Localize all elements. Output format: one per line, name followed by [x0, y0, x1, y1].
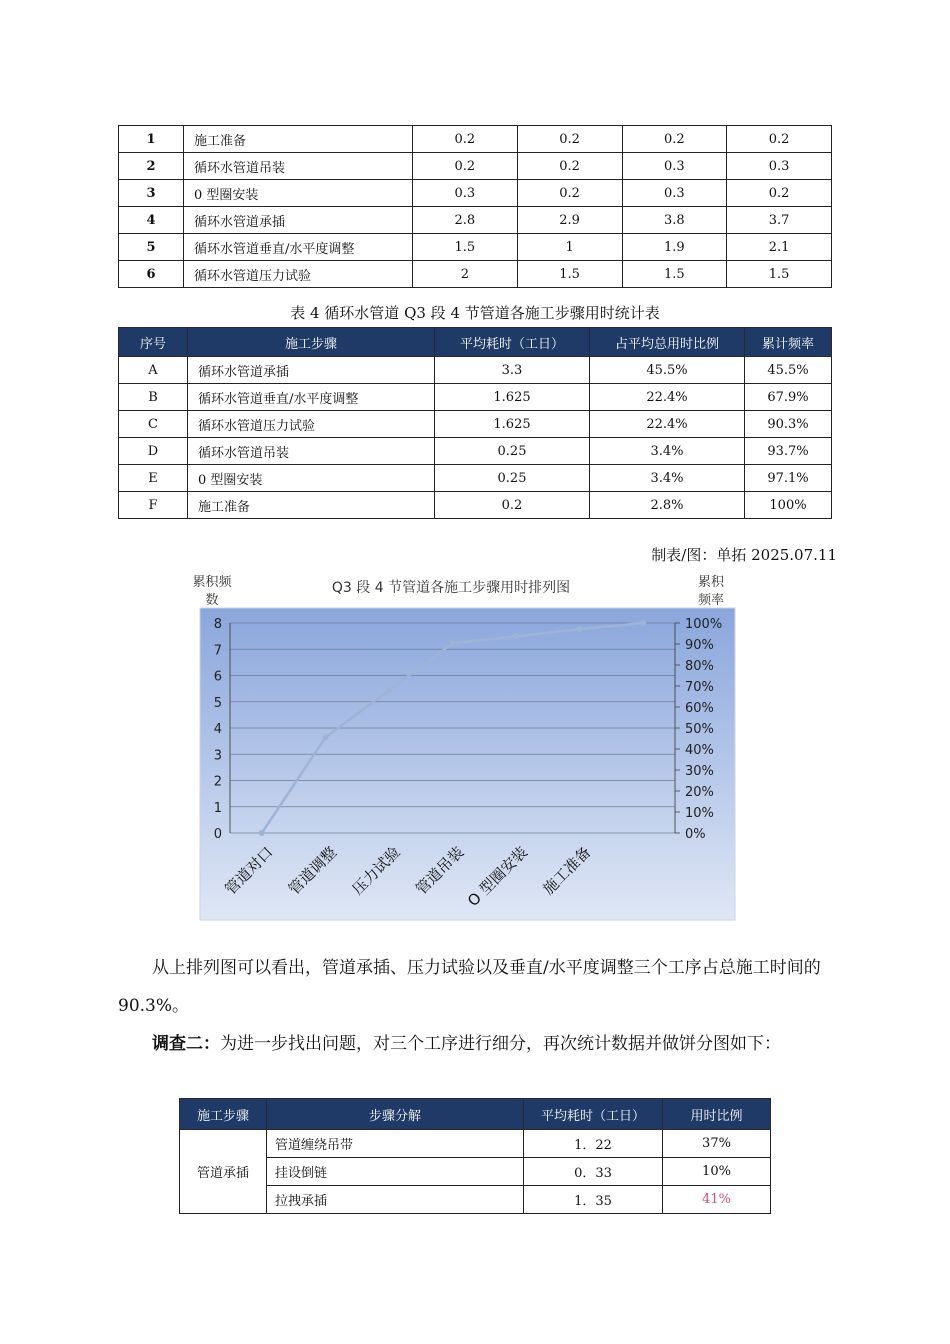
time-value: 0.2 [413, 153, 518, 180]
avg-time: 0.25 [435, 465, 590, 492]
time-value: 0.2 [517, 180, 622, 207]
left-tick-label: 4 [213, 722, 222, 737]
left-axis-label-line1: 累积频 [192, 575, 232, 590]
row-number: 6 [119, 261, 184, 288]
category-label: 管道吊装 [412, 843, 468, 899]
time-value: 2.1 [727, 234, 832, 261]
left-tick-label: 7 [213, 643, 222, 659]
table-row [119, 126, 832, 153]
right-axis-label-line2: 频率 [697, 593, 725, 608]
time-value: 2 [413, 261, 518, 288]
right-tick-label: 100% [685, 617, 723, 632]
left-tick-label: 8 [213, 617, 222, 632]
step-name: 循环水管道压力试验 [188, 411, 435, 438]
avg-time: 1．35 [524, 1186, 663, 1214]
ratio: 37% [663, 1130, 771, 1158]
avg-time: 0．33 [524, 1158, 663, 1186]
step-name: 0 型圈安装 [184, 180, 413, 207]
table-row [119, 357, 832, 384]
data-point [577, 626, 583, 632]
data-point [322, 734, 328, 740]
step-time-table [118, 125, 832, 288]
left-tick-label: 6 [213, 669, 222, 685]
right-tick-label: 90% [685, 638, 714, 653]
header-cell: 施工步骤 [180, 1099, 267, 1130]
time-value: 0.2 [517, 153, 622, 180]
time-value: 1.5 [622, 261, 727, 288]
table-caption: 表 4 循环水管道 Q3 段 4 节管道各施工步骤用时统计表 [290, 304, 660, 322]
row-id: C [119, 411, 188, 438]
time-value: 1.5 [517, 261, 622, 288]
percent: 2.8% [590, 492, 745, 519]
data-point [259, 830, 265, 836]
time-value: 1.5 [727, 261, 832, 288]
left-tick-label: 0 [213, 827, 222, 842]
paragraph-analysis: 从上排列图可以看出，管道承插、压力试验以及垂直/水平度调整三个工序占总施工时间的 90.3%。 [118, 958, 821, 1016]
row-id: F [119, 492, 188, 519]
avg-time: 1.625 [435, 411, 590, 438]
step-statistics-table [118, 327, 832, 519]
avg-time: 3.3 [435, 357, 590, 384]
right-tick-label: 70% [685, 680, 714, 695]
chart-title: Q3 段 4 节管道各施工步骤用时排列图 [331, 580, 571, 596]
substep-name: 挂设倒链 [267, 1158, 524, 1186]
group-name: 管道承插 [180, 1130, 267, 1214]
time-value: 0.3 [622, 153, 727, 180]
step-name: 循环水管道垂直/水平度调整 [184, 234, 413, 261]
table-row [119, 153, 832, 180]
step-name: 循环水管道承插 [184, 207, 413, 234]
right-tick-label: 80% [685, 659, 714, 674]
time-value: 1.5 [413, 234, 518, 261]
left-tick-label: 5 [213, 695, 222, 711]
step-name: 施工准备 [184, 126, 413, 153]
header-cell: 用时比例 [663, 1099, 771, 1130]
avg-time: 1．22 [524, 1130, 663, 1158]
percent: 3.4% [590, 465, 745, 492]
table-row [119, 492, 832, 519]
percent: 22.4% [590, 411, 745, 438]
step-name: 循环水管道垂直/水平度调整 [188, 384, 435, 411]
time-value: 0.2 [727, 126, 832, 153]
time-value: 0.2 [622, 126, 727, 153]
time-value: 0.2 [413, 126, 518, 153]
right-tick-label: 0% [685, 827, 706, 842]
survey2-text: 为进一步找出问题，对三个工序进行细分，再次统计数据并做饼分图如下： [220, 1034, 781, 1054]
category-label: 施工准备 [539, 843, 595, 899]
left-tick-label: 1 [213, 800, 222, 816]
category-label: 管道调整 [285, 843, 341, 899]
step-name: 循环水管道承插 [188, 357, 435, 384]
data-point [386, 687, 392, 693]
right-tick-label: 50% [685, 722, 714, 737]
avg-time: 0.2 [435, 492, 590, 519]
time-value: 0.2 [727, 180, 832, 207]
substep-name: 管道缠绕吊带 [267, 1130, 524, 1158]
percent: 45.5% [590, 357, 745, 384]
data-point [513, 633, 519, 639]
right-tick-label: 40% [685, 743, 714, 758]
percent: 3.4% [590, 438, 745, 465]
header-cell: 累计频率 [745, 328, 832, 357]
time-value: 0.3 [413, 180, 518, 207]
header-cell: 序号 [119, 328, 188, 357]
time-value: 2.8 [413, 207, 518, 234]
time-value: 0.3 [727, 153, 832, 180]
header-cell: 平均耗时（工日） [524, 1099, 663, 1130]
category-label: 管道对口 [221, 843, 277, 899]
cumulative: 100% [745, 492, 832, 519]
table-row [119, 234, 832, 261]
table-row [119, 180, 832, 207]
cumulative: 67.9% [745, 384, 832, 411]
left-tick-label: 2 [213, 774, 222, 790]
ratio: 10% [663, 1158, 771, 1186]
chart-plot-area [200, 608, 735, 920]
table-row [119, 384, 832, 411]
row-id: D [119, 438, 188, 465]
header-cell: 平均耗时（工日） [435, 328, 590, 357]
row-number: 1 [119, 126, 184, 153]
right-tick-label: 30% [685, 764, 714, 779]
header-cell: 施工步骤 [188, 328, 435, 357]
time-value: 3.7 [727, 207, 832, 234]
substep-name: 拉拽承插 [267, 1186, 524, 1214]
maker-note: 制表/图：单拓 2025.07.11 [651, 546, 837, 564]
step-name: 循环水管道压力试验 [184, 261, 413, 288]
ratio: 41% [663, 1186, 771, 1214]
table-row [180, 1158, 771, 1186]
step-name: 循环水管道吊装 [184, 153, 413, 180]
left-tick-label: 3 [213, 748, 222, 764]
table-row [180, 1130, 771, 1158]
time-value: 3.8 [622, 207, 727, 234]
avg-time: 1.625 [435, 384, 590, 411]
time-value: 2.9 [517, 207, 622, 234]
data-point [450, 640, 456, 646]
table-row [119, 465, 832, 492]
step-name: 0 型圈安装 [188, 465, 435, 492]
category-label: 压力试验 [348, 843, 404, 899]
cumulative: 90.3% [745, 411, 832, 438]
right-axis-label-line1: 累积 [697, 575, 725, 590]
time-value: 1.9 [622, 234, 727, 261]
step-name: 循环水管道吊装 [188, 438, 435, 465]
substep-table [179, 1098, 771, 1214]
percent: 22.4% [590, 384, 745, 411]
header-cell: 占平均总用时比例 [590, 328, 745, 357]
cumulative: 97.1% [745, 465, 832, 492]
data-point [640, 620, 646, 626]
row-id: B [119, 384, 188, 411]
survey2-heading: 调查二： [152, 1034, 220, 1054]
cumulative: 93.7% [745, 438, 832, 465]
left-axis-label-line2: 数 [205, 593, 219, 608]
time-value: 1 [517, 234, 622, 261]
time-value: 0.3 [622, 180, 727, 207]
right-tick-label: 20% [685, 785, 714, 800]
table-row [119, 261, 832, 288]
header-cell: 步骤分解 [267, 1099, 524, 1130]
right-tick-label: 60% [685, 701, 714, 716]
paragraph-survey2 [118, 1025, 838, 1063]
row-id: E [119, 465, 188, 492]
row-number: 5 [119, 234, 184, 261]
time-value: 0.2 [517, 126, 622, 153]
step-name: 施工准备 [188, 492, 435, 519]
cumulative: 45.5% [745, 357, 832, 384]
row-number: 4 [119, 207, 184, 234]
right-tick-label: 10% [685, 806, 714, 821]
pareto-chart [160, 568, 800, 928]
row-id: A [119, 357, 188, 384]
table-row [119, 411, 832, 438]
category-label: O 型圈安装 [464, 843, 531, 910]
row-number: 3 [119, 180, 184, 207]
row-number: 2 [119, 153, 184, 180]
table-row [119, 207, 832, 234]
table-row [180, 1186, 771, 1214]
avg-time: 0.25 [435, 438, 590, 465]
table-row [119, 438, 832, 465]
